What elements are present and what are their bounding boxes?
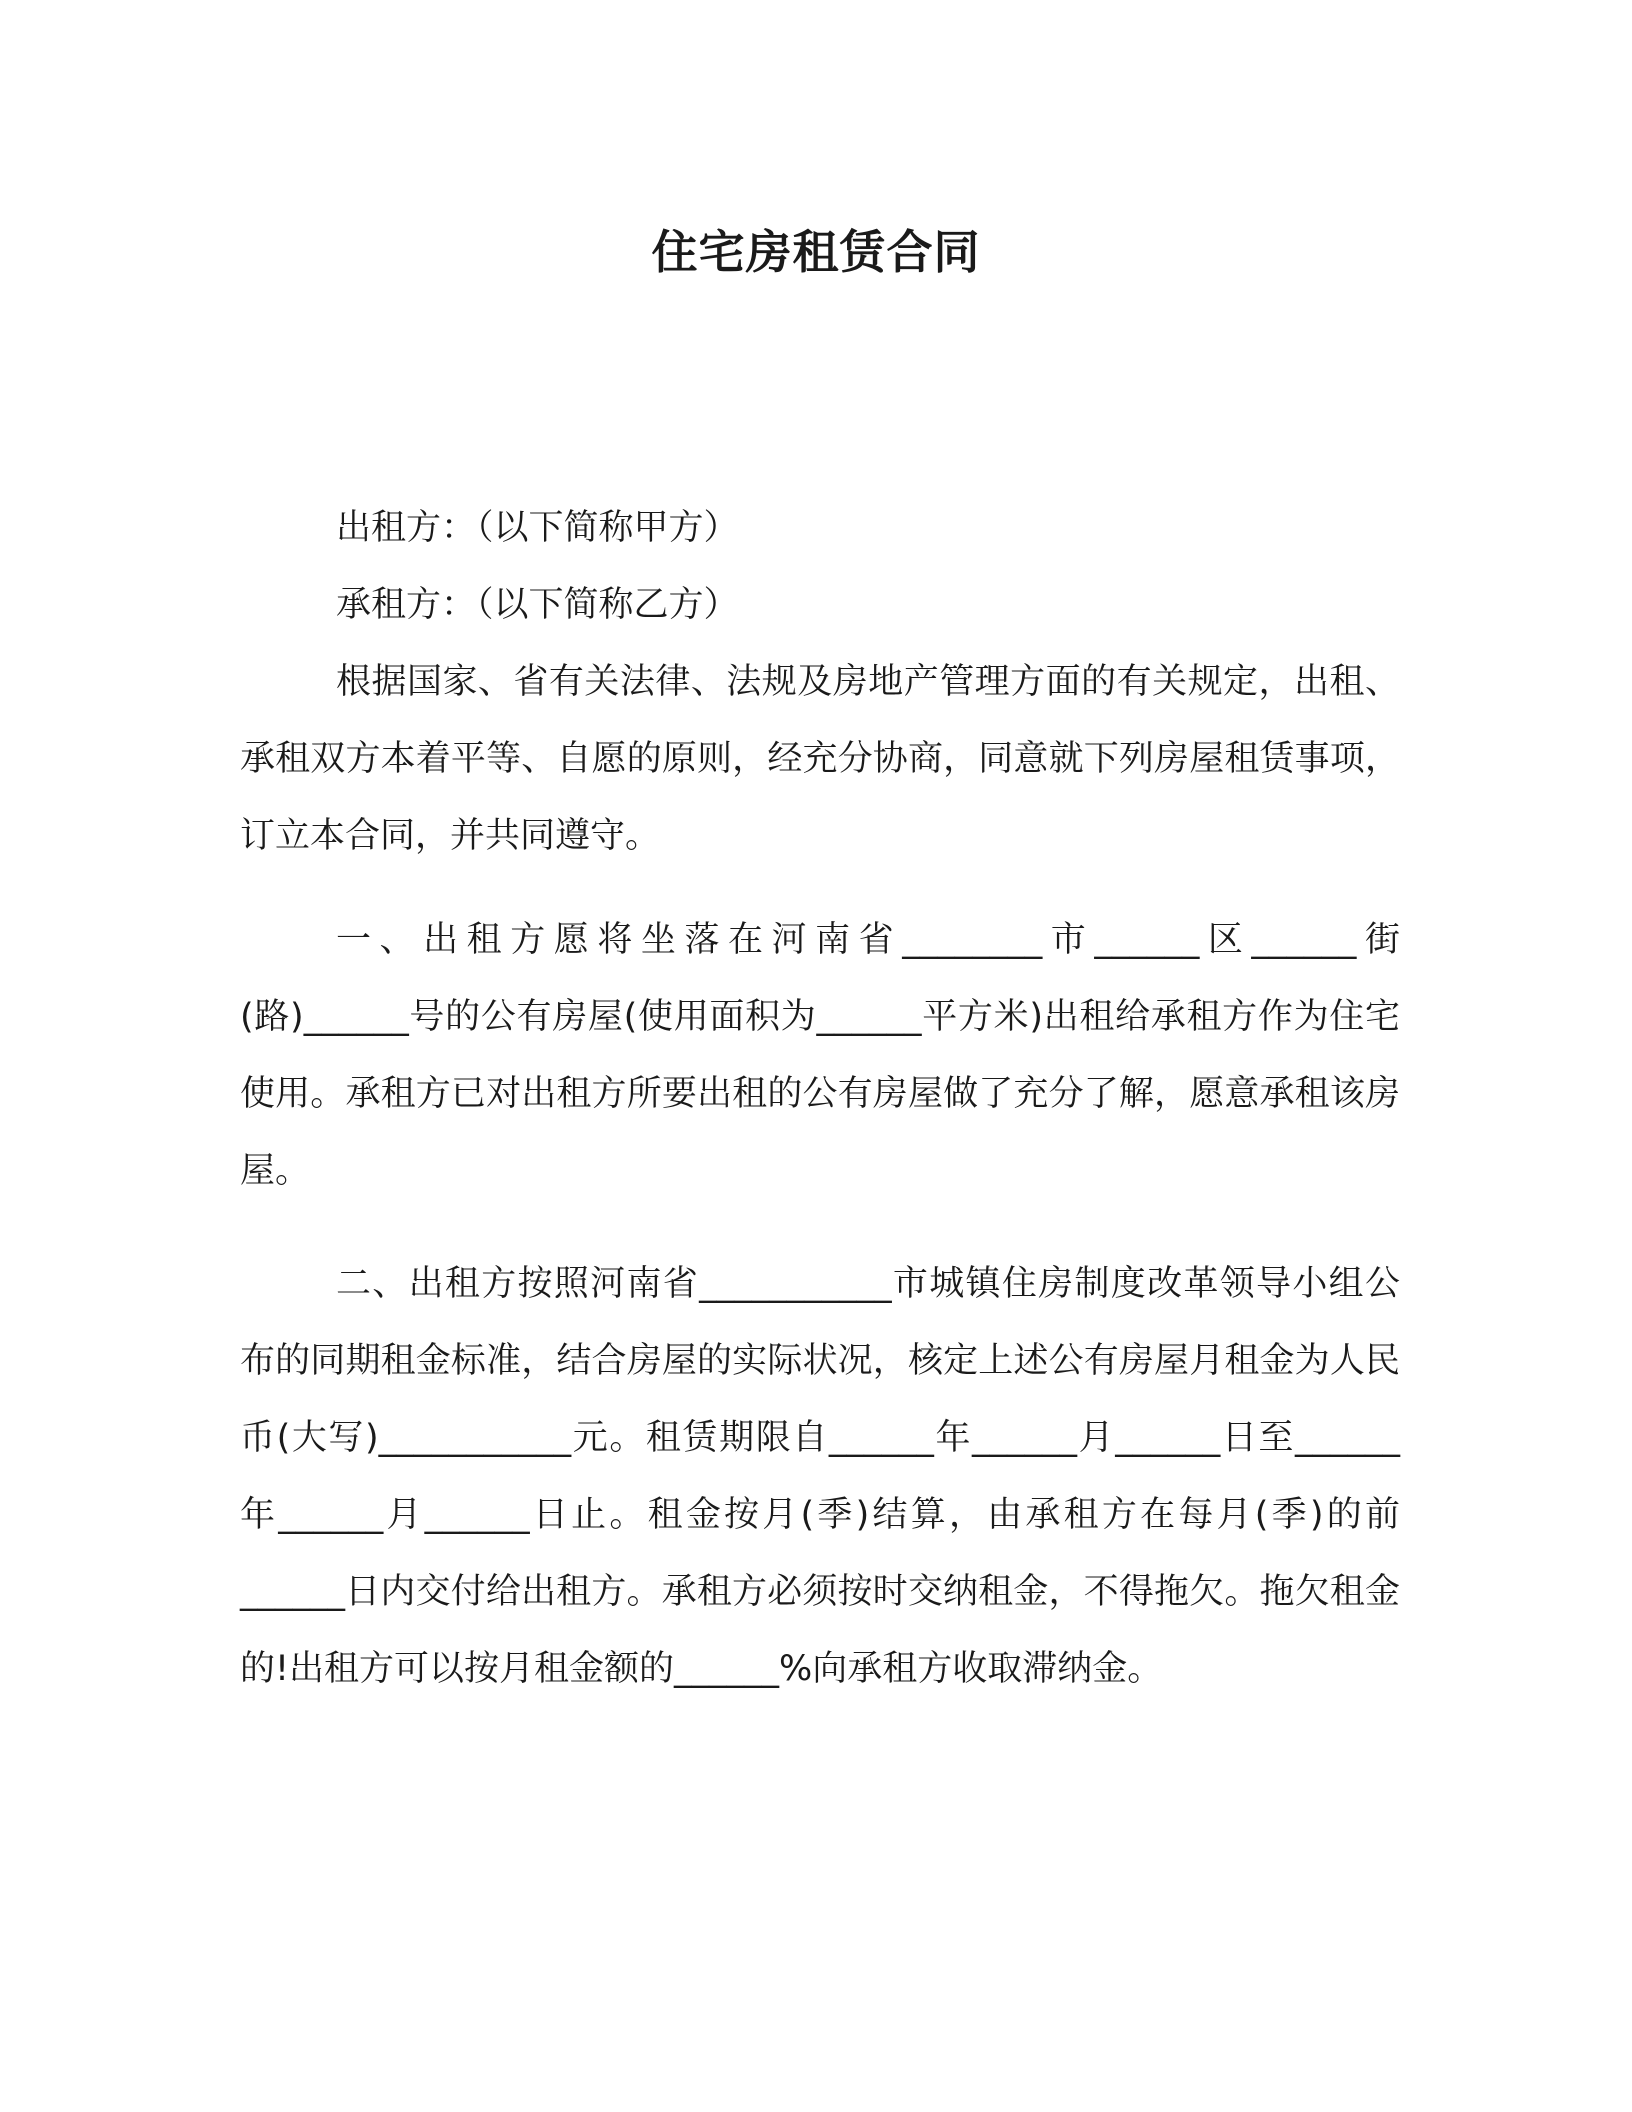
lessor-line: 出租方：（以下简称甲方） xyxy=(336,508,739,548)
preamble-paragraph: 根据国家、省有关法律、法规及房地产管理方面的有关规定，出租、承租双方本着平等、自愿的原则，经充分协商，同意就下列房屋租赁事项，订立本合同，并共同遵守。 xyxy=(240,662,1400,856)
paragraph-spacer xyxy=(240,875,1400,902)
clause-2-paragraph: 二、出租方按照河南省___________市城镇住房制度改革领导小组公布的同期租金标准，结合房屋的实际状况，核定上述公有房屋月租金为人民币(大写)___________元。租赁期限自______年______月______日至______年______月______日止。租金按月(季)结算，由承租方在每月(季)的前______日内交付给出租方。承租方必须按时交纳租金，不得拖欠。拖欠租金的!出租方可以按月租金额的______%向承租方收取滞纳金。 xyxy=(240,1264,1400,1689)
document-title: 住宅房租赁合同 xyxy=(651,225,981,279)
lessee-line: 承租方：（以下简称乙方） xyxy=(336,585,739,625)
paragraph-spacer xyxy=(240,1210,1400,1246)
document-body xyxy=(240,490,1400,1708)
clause-1-paragraph: 一、出租方愿将坐落在河南省________市______区______街(路)______号的公有房屋(使用面积为______平方米)出租给承租方作为住宅使用。承租方已对出租方所要出租的公有房屋做了充分了解，愿意承租该房屋。 xyxy=(240,920,1400,1191)
